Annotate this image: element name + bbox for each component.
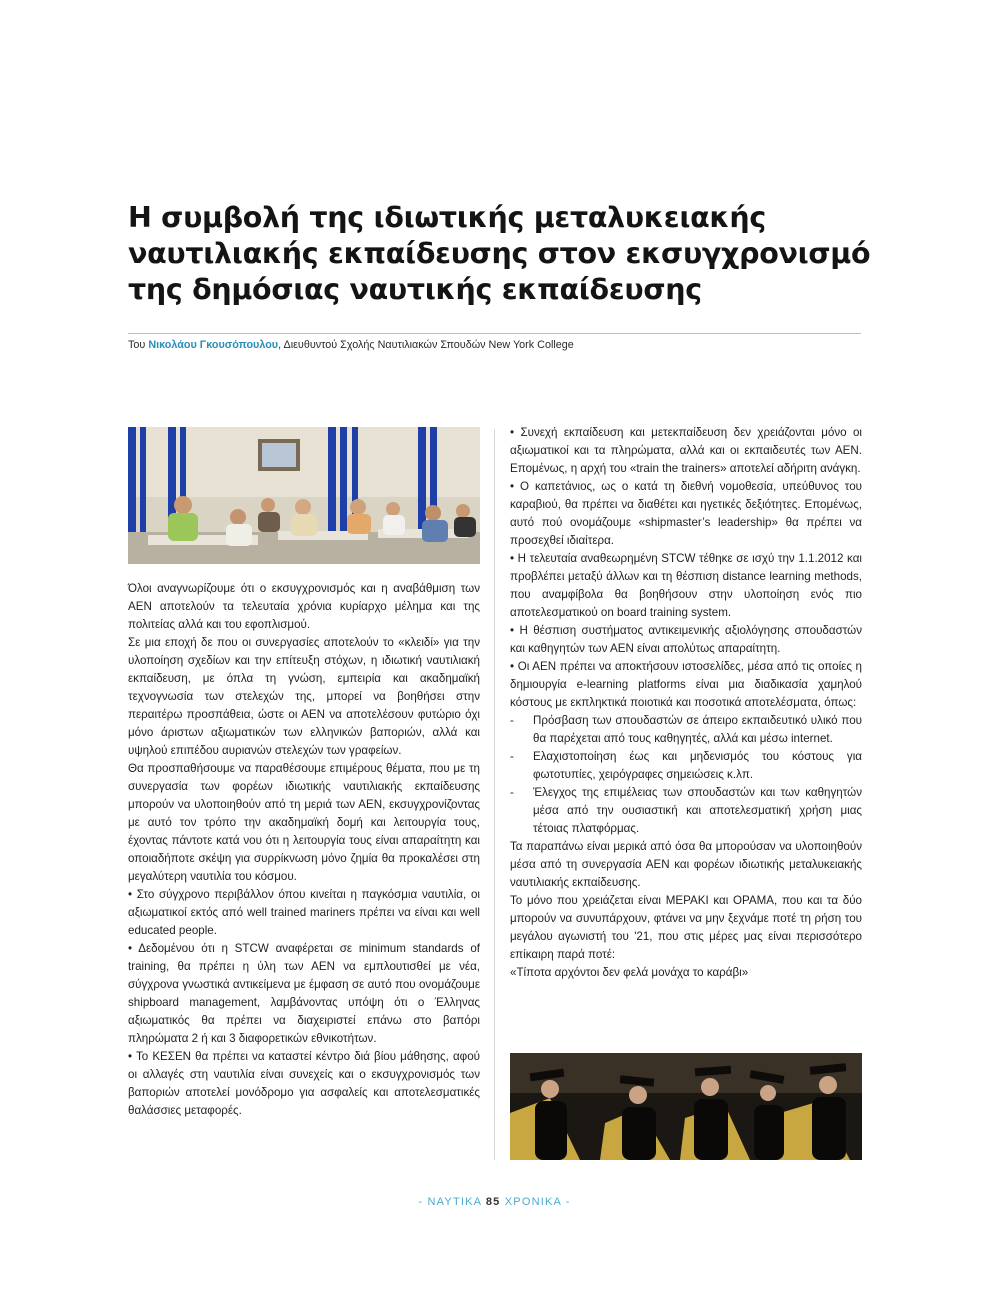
page-number: 85 — [485, 1196, 501, 1208]
bullet-paragraph: • Δεδομένου ότι η STCW αναφέρεται σε minimum standards of training, θα πρέπει η ύλη των ΑΕΝ να εμπλουτισθεί με νέα, σύγχρονα γνωστικά αντικείμενα με έμφαση σε αυτό που ονομάζουμε shipboard management, λαμβάνοντας υπόψη ότι ο Έλληνας αξιωματικός θα πρέπει να διαχειριστεί επάνω στο βαπόρι πληρώματα 2 ή και 3 διαφορετικών εθνικοτήτων. — [128, 942, 480, 1045]
title-line: Η συμβολή της ιδιωτικής μεταλυκειακής — [128, 201, 766, 234]
paragraph: Σε μια εποχή δε που οι συνεργασίες αποτελούν το «κλειδί» για την υλοποίηση σχεδίων και την επίτευξη στόχων, η ιδιωτική ναυτιλιακή εκπαίδευση, με όπλα τη γνώση, εμπειρία και ακαδημαϊκή τεχνογνωσία των στελεχών της, μπορεί να βοηθήσει στην περαιτέρω προσπάθεια, ώστε οι ΑΕΝ να αποτελέσουν φυτώριο όχι μόνο άριστων αξιωματικών των ελληνικών βαποριών, αλλά και υψηλού επιπέδου αυριανών στελεχών των γραφείων. — [128, 636, 480, 757]
title-line: της δημόσιας ναυτικής εκπαίδευσης — [128, 273, 702, 306]
paragraph: Τα παραπάνω είναι μερικά από όσα θα μπορούσαν να υλοποιηθούν μέσα από τη συνεργασία ΑΕΝ και φορέων ιδιωτικής μεταλυκειακής ναυτιλιακής εκπαίδευσης. — [510, 840, 862, 889]
quote: «Τίποτα αρχόντοι δεν φελά μονάχα το καράβι» — [510, 966, 749, 979]
byline-prefix: Του — [128, 339, 149, 351]
bullet-paragraph: • Συνεχή εκπαίδευση και μετεκπαίδευση δεν χρειάζονται μόνο οι αξιωματικοί και τα πληρώματα, αλλά και οι εκπαιδευτές των ΑΕΝ. Επομένως, η αρχή του «train the trainers» αποτελεί αδήριτη ανάγκη. — [510, 426, 862, 475]
paragraph: Το μόνο που χρειάζεται είναι ΜΕΡΑΚΙ και ΟΡΑΜΑ, που και τα δύο μπορούν να συνυπάρχουν, φτάνει να μην ξεχνάμε ποτέ τη ρήση του μεγάλου αγωνιστή του '21, που στις μέρες μας είναι περισσότερο επίκαιρη παρά ποτέ: — [510, 894, 862, 961]
dash-marker: - — [510, 786, 514, 799]
bullet-paragraph: • Το ΚΕΣΕΝ θα πρέπει να καταστεί κέντρο διά βίου μάθησης, αφού οι αλλαγές στη ναυτιλία είναι συνεχείς και ο εκσυγχρονισμός των βαποριών αποτελεί μονόδρομο για ασφαλείς και αποτελεσματικές θαλάσσιες μεταφορές. — [128, 1050, 480, 1117]
page-footer — [0, 1196, 989, 1208]
title-line: ναυτιλιακής εκπαίδευσης στον εκσυγχρονισμό — [128, 237, 871, 270]
article-title — [128, 200, 871, 308]
byline-suffix: , Διευθυντού Σχολής Ναυτιλιακών Σπουδών New York College — [278, 339, 574, 351]
byline-author: Νικολάου Γκουσόπουλου — [148, 339, 279, 351]
title-divider — [128, 333, 861, 334]
bullet-paragraph: • Ο καπετάνιος, ως ο κατά τη διεθνή νομοθεσία, υπεύθυνος του καραβιού, θα πρέπει να διαθέτει και ηγετικές δεξιότητες. Επομένως, αυτό πού ονομάζουμε «shipmaster’s leadership» θα πρέπει να προσεχθεί ιδιαίτερα. — [510, 480, 862, 547]
paragraph: Όλοι αναγνωρίζουμε ότι ο εκσυγχρονισμός και η αναβάθμιση των ΑΕΝ αποτελούν τα τελευταία χρόνια κυρίαρχο μέλημα και της πολιτείας αλλά και του εφοπλισμού. — [128, 582, 480, 631]
bullet-paragraph: • Οι ΑΕΝ πρέπει να αποκτήσουν ιστοσελίδες, μέσα από τις οποίες η δημιουργία e-learning platforms είναι μια διαδικασία χαμηλού κόστους με εκπληκτικά ποιοτικά και ποσοτικά αποτελέσματα, όπως: — [510, 660, 862, 709]
bullet-paragraph: • Η τελευταία αναθεωρημένη STCW τέθηκε σε ισχύ την 1.1.2012 και προβλέπει μεταξύ άλλων και τη θέσπιση distance learning methods, που αναμφίβολα θα βοηθήσουν στην υλοποίηση ενός πιο αποτελεσματικού on board training system. — [510, 552, 862, 619]
dash-marker: - — [510, 750, 514, 763]
column-divider — [494, 429, 495, 1160]
bullet-paragraph: • Στο σύγχρονο περιβάλλον όπου κινείται η παγκόσμια ναυτιλία, οι αξιωματικοί εκτός από well trained mariners πρέπει να είναι και well educated people. — [128, 888, 480, 937]
dash-item: - Ελαχιστοποίηση έως και μηδενισμός του κόστους για φωτοτυπίες, χειρόγραφες σημειώσεις κ.λπ. — [510, 748, 862, 784]
bullet-paragraph: • Η θέσπιση συστήματος αντικειμενικής αξιολόγησης σπουδαστών και καθηγητών των ΑΕΝ είναι απολύτως απαραίτητη. — [510, 624, 862, 655]
dash-item: - Έλεγχος της επιμέλειας των σπουδαστών και των καθηγητών μέσα από την ουσιαστική και αποτελεσματική χρήση μιας τέτοιας πλατφόρμας. — [510, 784, 862, 838]
left-column — [128, 580, 480, 1120]
classroom-photo — [128, 427, 480, 564]
right-column — [510, 424, 862, 982]
footer-right: ΧΡΟΝΙΚΑ - — [500, 1196, 571, 1208]
paragraph: Θα προσπαθήσουμε να παραθέσουμε επιμέρους θέματα, που με τη συνεργασία των φορέων ιδιωτικής ναυτιλιακής εκπαίδευσης μπορούν να υλοποιηθούν από τη μεριά των ΑΕΝ, εκσυγχρονίζοντας με αυτό τον τρόπο την ακαδημαϊκή δομή και λειτουργία τους, έχοντας πάντοτε κατά νου ότι η λειτουργία τους είναι απαραίτητη και οποιαδήποτε σκέψη για συρρίκνωση μόνο ζημία θα προκαλέσει στη μεγαλύτερη ναυτιλία του κόσμου. — [128, 762, 480, 883]
dash-item: - Πρόσβαση των σπουδαστών σε άπειρο εκπαιδευτικό υλικό που θα παρέχεται από τους καθηγητές, αλλά και μέσω internet. — [510, 712, 862, 748]
footer-left: - ΝΑΥΤΙΚΑ — [418, 1196, 486, 1208]
byline — [128, 339, 574, 351]
graduation-photo — [510, 1053, 862, 1160]
dash-marker: - — [510, 714, 514, 727]
